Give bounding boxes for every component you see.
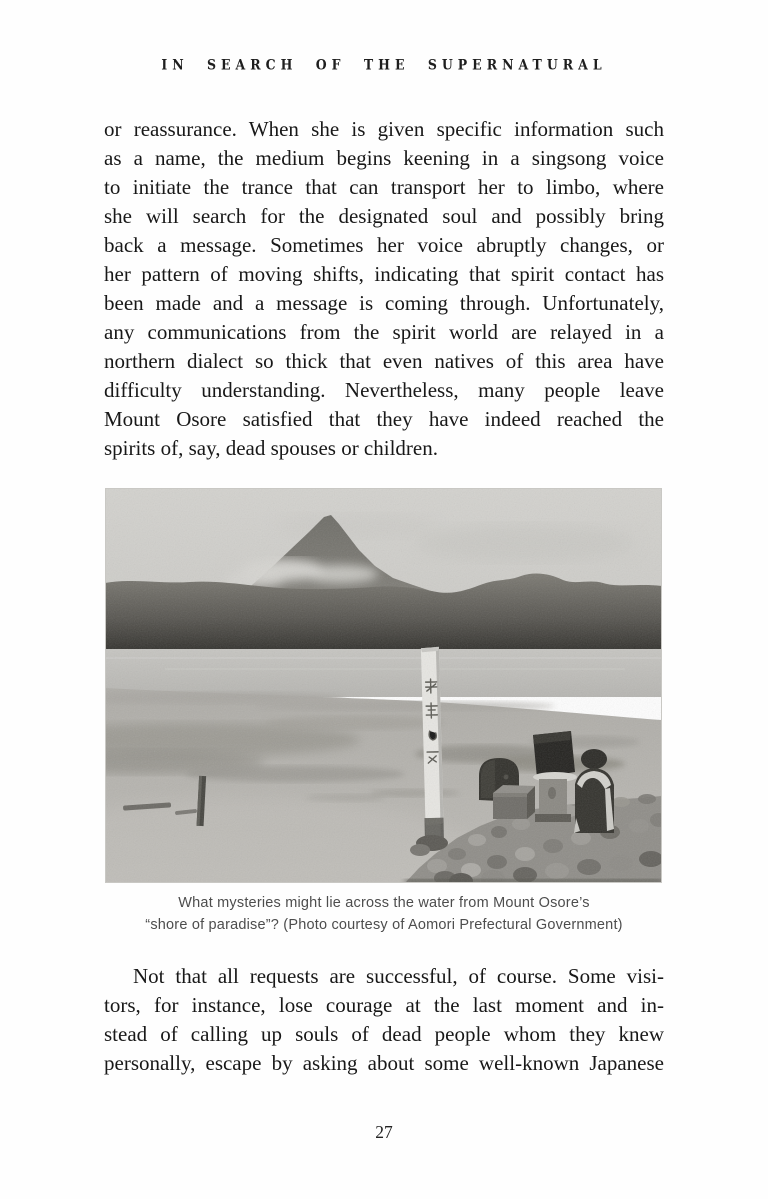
page-number: 27 <box>375 1122 393 1142</box>
text-line: What mysteries might lie across the water from Mount Osore’s <box>178 895 590 911</box>
text-line: stead of calling up souls of dead people whom they knew <box>104 1022 664 1046</box>
text-line: northern dialect so thick that even natives of this area have <box>104 349 664 373</box>
paragraph-1 <box>104 115 664 463</box>
text-line: tors, for instance, lose courage at the last moment and in- <box>104 993 664 1017</box>
text-line: to initiate the trance that can transport her to limbo, where <box>104 175 664 199</box>
paragraph-2 <box>104 962 664 1078</box>
photo-mount-osore <box>105 488 662 883</box>
text-line: Not that all requests are successful, of course. Some visi- <box>133 964 664 988</box>
text-line: any communications from the spirit world are relayed in a <box>104 320 664 344</box>
text-line: Mount Osore satisfied that they have indeed reached the <box>104 407 664 431</box>
text-line: personally, escape by asking about some well-known Japanese <box>104 1051 664 1075</box>
text-line: been made and a message is coming through. Unfortunately, <box>104 291 664 315</box>
text-line: difficulty understanding. Nevertheless, many people leave <box>104 378 664 402</box>
text-line: as a name, the medium begins keening in a singsong voice <box>104 146 664 170</box>
text-line: her pattern of moving shifts, indicating that spirit contact has <box>104 262 664 286</box>
text-line: or reassurance. When she is given specific information such <box>104 117 664 141</box>
photo-illustration <box>105 488 662 883</box>
text-line: “shore of paradise”? (Photo courtesy of Aomori Prefectural Government) <box>145 917 623 933</box>
film-grain-overlay <box>105 488 662 883</box>
text-line: back a message. Sometimes her voice abruptly changes, or <box>104 233 664 257</box>
text-line: spirits of, say, dead spouses or children. <box>104 436 438 460</box>
text-line: she will search for the designated soul and possibly bring <box>104 204 664 228</box>
photo-caption <box>84 892 684 936</box>
running-header: IN SEARCH OF THE SUPERNATURAL <box>161 56 607 73</box>
